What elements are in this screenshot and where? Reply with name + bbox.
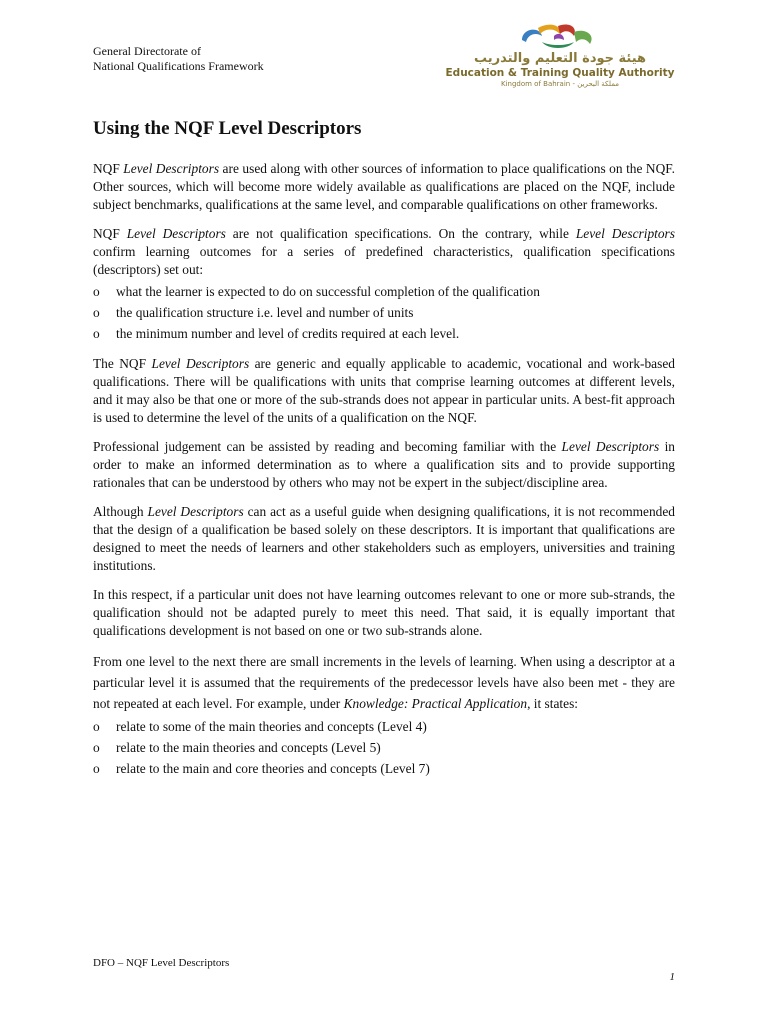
- list-item-text: what the learner is expected to do on successful completion of the qualification: [116, 284, 540, 299]
- text-run: are generic and equally applicable to academic, vocational and work-based qualifications. There will be qualifications with units that comprise learning outcomes at different levels, and it may also be that one or more of the sub-strands does not appear in particular units. A best-fit approach is used to determine the level of the units of a qualification on the NQF.: [93, 356, 675, 425]
- text-run: NQF: [93, 161, 124, 176]
- header-line-2: National Qualifications Framework: [93, 59, 264, 73]
- paragraph-1: [93, 160, 675, 214]
- italic-term: Level Descriptors: [126, 226, 226, 241]
- text-run: Although: [93, 504, 148, 519]
- bullet-marker: o: [93, 326, 100, 341]
- document-body: [93, 160, 675, 790]
- bullet-marker: o: [93, 305, 100, 320]
- list-item: [93, 302, 675, 323]
- qqa-logo: [440, 22, 680, 88]
- paragraph-3: [93, 355, 675, 427]
- list-item: [93, 281, 675, 302]
- logo-arabic-text: هيئة جودة التعليم والتدريب: [473, 51, 647, 66]
- italic-term: Level Descriptors: [561, 439, 660, 454]
- text-run: can act as a useful guide when designing qualifications, it is not recommended that the design of a qualification be based solely on these descriptors. It is important that qualifications are designed to meet the needs of learners and other stakeholders such as employers, universities and training institutions.: [93, 504, 675, 573]
- text-run: From one level to the next there are small increments in the levels of learning. When using a descriptor at a particular level it is assumed that the requirements of the predecessor levels have also been met - they are not repeated at each level. For example, under: [93, 654, 675, 711]
- text-run: , it states:: [527, 696, 579, 711]
- list-item-text: relate to the main and core theories and concepts (Level 7): [116, 761, 430, 776]
- level-example-list: [93, 716, 675, 779]
- bullet-marker: o: [93, 284, 100, 299]
- list-item-text: the minimum number and level of credits required at each level.: [116, 326, 460, 341]
- page-number: 1: [669, 971, 675, 983]
- header-directorate: [93, 44, 264, 74]
- bullet-marker: o: [93, 719, 100, 734]
- list-item-text: the qualification structure i.e. level and number of units: [116, 305, 414, 320]
- bullet-marker: o: [93, 740, 100, 755]
- paragraph-6: In this respect, if a particular unit does not have learning outcomes relevant to one or more sub-strands, the qualification should not be adapted purely to meet this need. That said, it is equally important that qualifications development is not based on one or two sub-strands alone.: [93, 587, 675, 638]
- list-item-text: relate to some of the main theories and concepts (Level 4): [116, 719, 427, 734]
- list-item-text: relate to the main theories and concepts (Level 5): [116, 740, 381, 755]
- italic-term: Level Descriptors: [147, 504, 244, 519]
- text-run: are not qualification specifications. On the contrary, while: [225, 226, 576, 241]
- italic-term: Level Descriptors: [123, 161, 220, 176]
- text-run: confirm learning outcomes for a series of predefined characteristics, qualification specifications (descriptors) set out:: [93, 244, 675, 277]
- list-item: [93, 737, 675, 758]
- text-run: Professional judgement can be assisted by reading and becoming familiar with the: [93, 439, 562, 454]
- paragraph-2: [93, 225, 675, 279]
- text-run: The NQF: [93, 356, 152, 371]
- logo-english-text: Education & Training Quality Authority: [445, 67, 675, 79]
- paragraph-5: [93, 503, 675, 575]
- page-title: Using the NQF Level Descriptors: [93, 118, 362, 139]
- paragraph-7: [93, 651, 675, 714]
- header-line-1: General Directorate of: [93, 44, 201, 58]
- bullet-marker: o: [93, 761, 100, 776]
- logo-emblem-icon: [518, 22, 602, 52]
- italic-term: Level Descriptors: [151, 356, 250, 371]
- paragraph-4: [93, 438, 675, 492]
- italic-term: Level Descriptors: [575, 226, 675, 241]
- list-item: [93, 323, 675, 344]
- logo-subtitle: Kingdom of Bahrain - مملكة البحرين: [500, 80, 620, 88]
- list-item: [93, 716, 675, 737]
- text-run: are used along with other sources of information to place qualifications on the NQF. Other sources, which will become more widely available as qualifications are placed on the NQF, include subject benchmarks, qualifications at the same level, and comparable qualifications on other frameworks.: [93, 161, 675, 212]
- italic-term: Knowledge: Practical Application: [343, 696, 528, 711]
- specification-list: [93, 281, 675, 344]
- list-item: [93, 758, 675, 779]
- text-run: NQF: [93, 226, 127, 241]
- page-footer: DFO – NQF Level Descriptors: [93, 957, 230, 969]
- text-run: in order to make an informed determination as to where a qualification sits and to provide supporting rationales that can be understood by others who may not be expert in the subject/discipline area.: [93, 439, 675, 490]
